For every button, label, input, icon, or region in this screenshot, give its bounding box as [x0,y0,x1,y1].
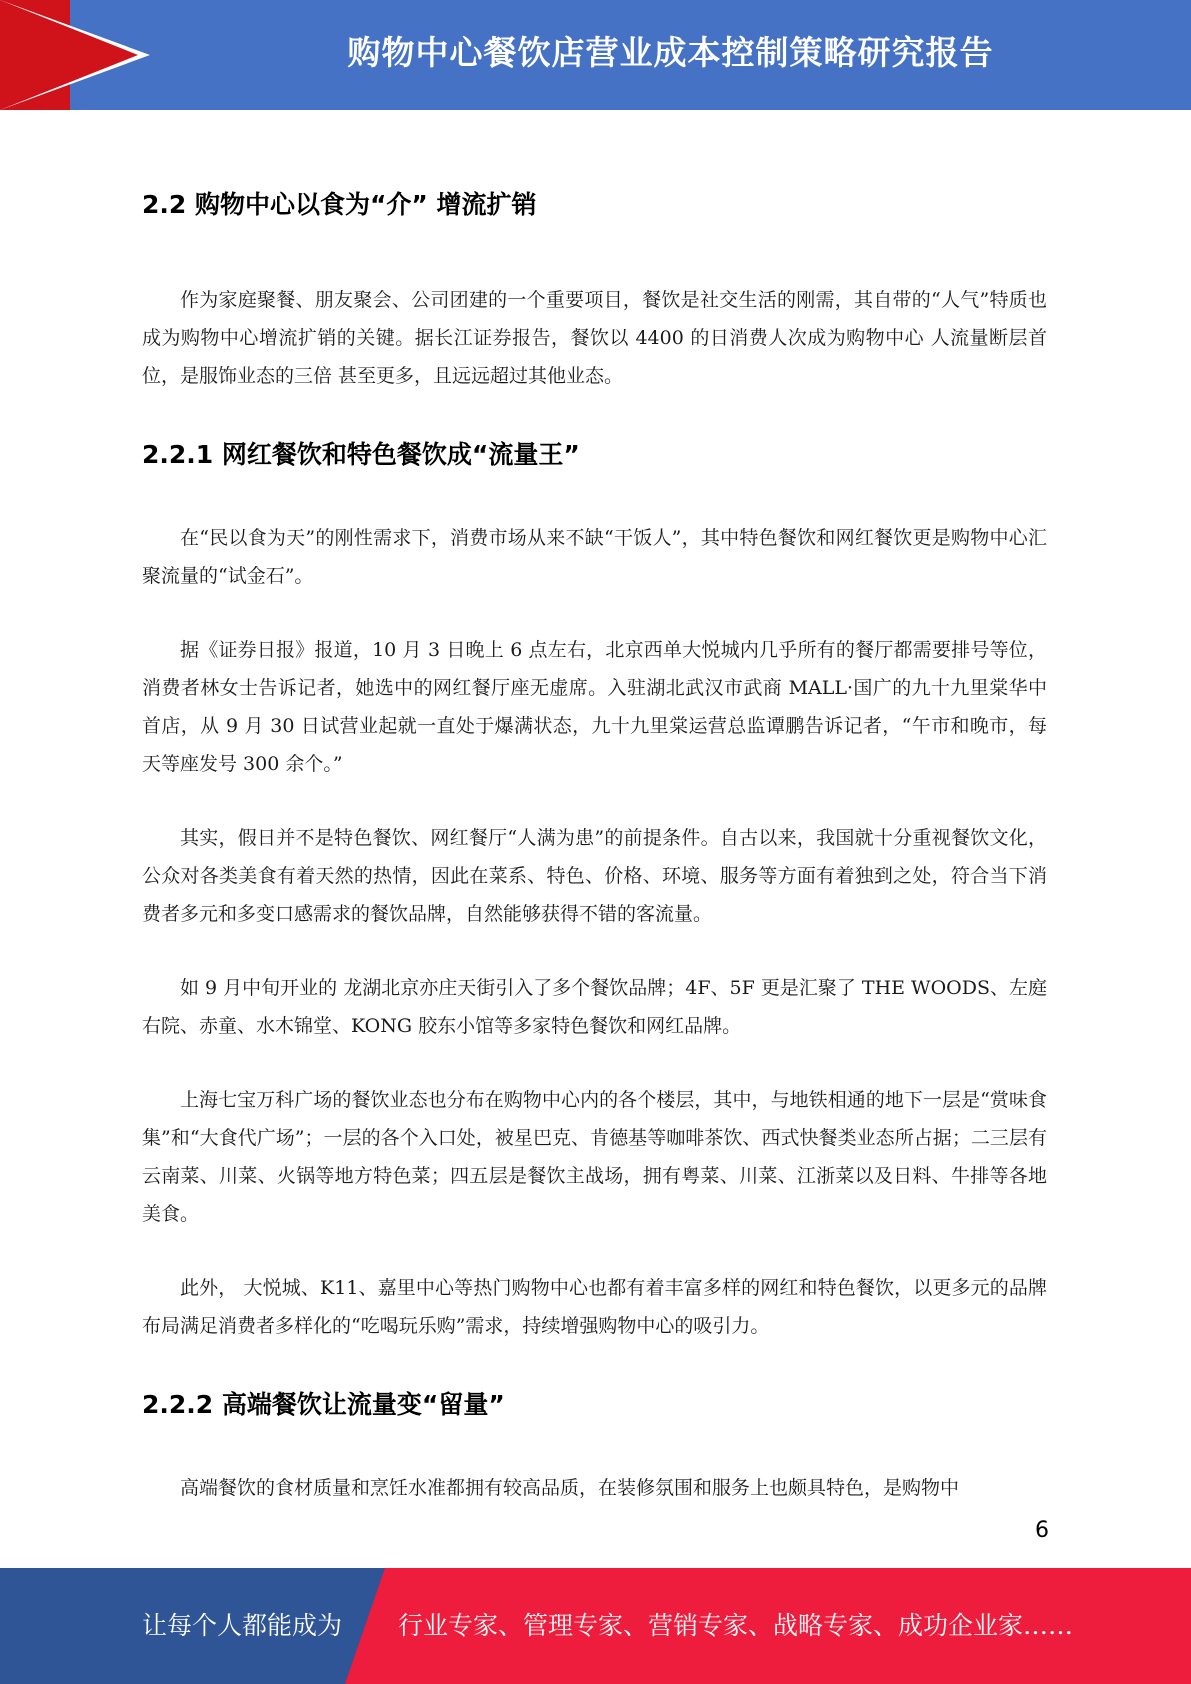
paragraph: 高端餐饮的食材质量和烹饪水准都拥有较高品质，在装修氛围和服务上也颇具特色，是购物中 [180,1477,960,1499]
paragraph: 作为家庭聚餐、朋友聚会、公司团建的一个重要项目，餐饮是社交生活的刚需，其自带的“人气”特质也成为购物中心增流扩销的关键。据长江证券报告，餐饮以 4400 的日消费人次成为购物中心 人流量断层首位，是服饰业态的三倍 甚至更多，且远远超过其他业态。 [142,289,1047,387]
footer-slogan-left: 让每个人都能成为 [142,1611,343,1640]
paragraph: 在“民以食为天”的刚性需求下，消费市场从来不缺“干饭人”，其中特色餐饮和网红餐饮更是购物中心汇聚流量的“试金石”。 [142,527,1047,587]
paragraph: 如 9 月中旬开业的 龙湖北京亦庄天街引入了多个餐饮品牌；4F、5F 更是汇聚了 THE WOODS、左庭右院、赤童、水木锦堂、KONG 胶东小馆等多家特色餐饮和网红品牌。 [142,977,1047,1037]
section-heading-2-2-2: 2.2.2 高端餐饮让流量变“留量” [142,1390,505,1419]
header-arrow-icon [0,0,138,110]
paragraph: 其实，假日并不是特色餐饮、网红餐厅“人满为患”的前提条件。自古以来，我国就十分重视餐饮文化，公众对各类美食有着天然的热情，因此在菜系、特色、价格、环境、服务等方面有着独到之处，符合当下消费者多元和多变口感需求的餐饮品牌，自然能够获得不错的客流量。 [142,827,1047,925]
section-heading-2-2: 2.2 购物中心以食为“介” 增流扩销 [142,190,537,219]
page-number: 6 [1035,1518,1049,1543]
paragraph: 上海七宝万科广场的餐饮业态也分布在购物中心内的各个楼层，其中，与地铁相通的地下一层是“赏味食集”和“大食代广场”；一层的各个入口处，被星巴克、肯德基等咖啡茶饮、西式快餐类业态所占据；二三层有云南菜、川菜、火锅等地方特色菜；四五层是餐饮主战场，拥有粤菜、川菜、江浙菜以及日料、牛排等各地美食。 [142,1089,1047,1225]
paragraph: 此外， 大悦城、K11、嘉里中心等热门购物中心也都有着丰富多样的网红和特色餐饮，以更多元的品牌布局满足消费者多样化的“吃喝玩乐购”需求，持续增强购物中心的吸引力。 [142,1277,1047,1337]
footer-blue-slant [345,1568,385,1684]
document-title: 购物中心餐饮店营业成本控制策略研究报告 [347,33,994,72]
page-header [0,0,1191,110]
page-footer [0,1568,1191,1684]
footer-slogan-right: 行业专家、管理专家、营销专家、战略专家、成功企业家…… [398,1611,1074,1640]
section-heading-2-2-1: 2.2.1 网红餐饮和特色餐饮成“流量王” [142,440,580,469]
paragraph: 据《证券日报》报道，10 月 3 日晚上 6 点左右，北京西单大悦城内几乎所有的餐厅都需要排号等位，消费者林女士告诉记者，她选中的网红餐厅座无虚席。入驻湖北武汉市武商 MALL·国广的九十九里棠华中首店，从 9 月 30 日试营业起就一直处于爆满状态，九十九里棠运营总监谭鹏告诉记者，“午市和晚市，每天等座发号 300 余个。” [142,639,1047,775]
page-content [142,160,1047,1543]
